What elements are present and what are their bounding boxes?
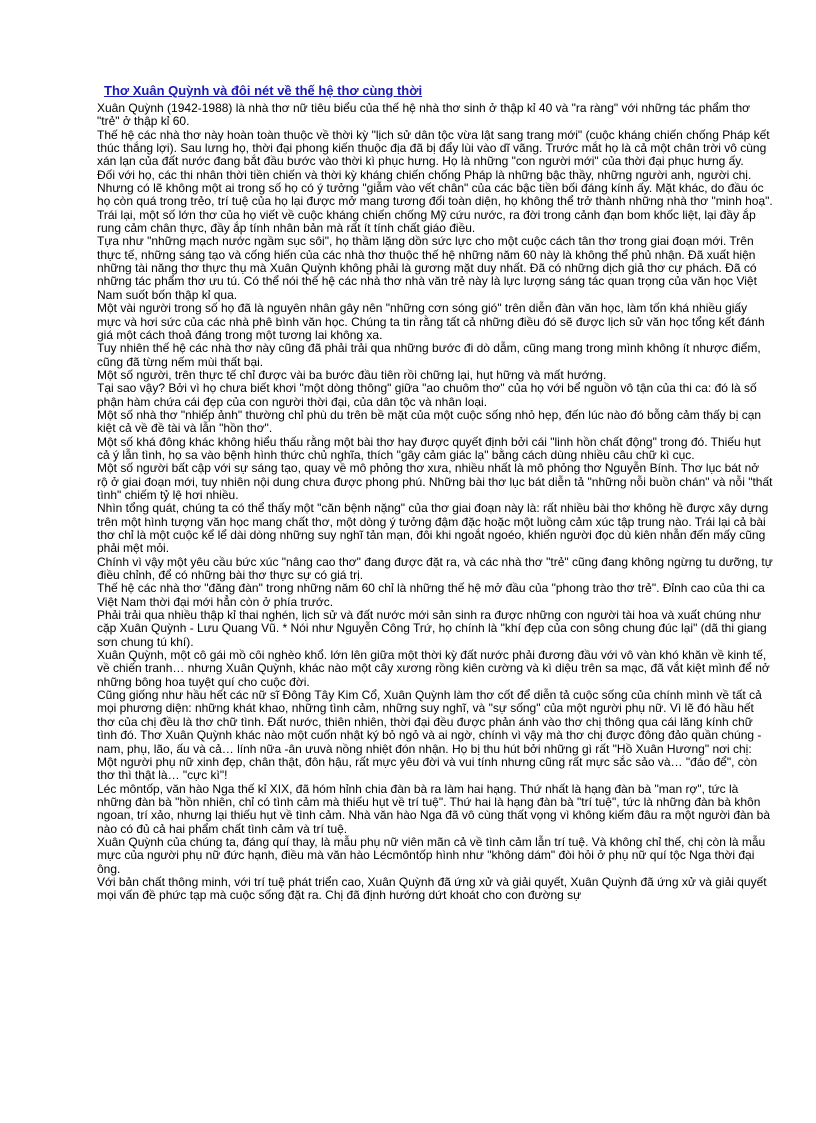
document-body [97, 102, 773, 903]
paragraph-9: Một số nhà thơ "nhiếp ảnh" thường chỉ phù du trên bề mặt của một cuộc sống nhỏ hẹp, đến lúc nào đó bỗng cảm thấy bị cạn kiệt cả về đề tài và lẫn "hồn thơ". [97, 407, 762, 436]
paragraph-20: Với bản chất thông minh, với trí tuệ phát triển cao, Xuân Quỳnh đã ứng xử và giải quyết, Xuân Quỳnh đã ứng xử và giải quyết mọi vấn đề phức tạp mà cuộc sống đặt ra. Chị đã định hướng dứt khoát cho con đường sự [97, 874, 767, 903]
paragraph-16: Xuân Quỳnh, một cô gái mồ côi nghèo khổ. lớn lên giữa một thời kỳ đất nước phải đương đầu với vô vàn khó khăn về kinh tế, về chiến tranh… nhưng Xuân Quỳnh, khác nào một cây xương rồng kiên cường và kì diệu trên sa mạc, đã vắt kiệt mình để nở những bông hoa tuyệt quí cho cuộc đời. [97, 648, 770, 689]
paragraph-12: Nhìn tổng quát, chúng ta có thể thấy một "căn bệnh nặng" của thơ giai đoạn này là: rất nhiều bài thơ không hề được xây dựng trên một hình tượng văn học mang chất thơ, một dòng ý tưởng đậm đặc hoặc một luồng cảm xúc tập trung nào. Trái lại cả bài thơ chỉ là một cuộc kể lể dài dòng những suy nghĩ tản mạn, đôi khi ngoắt ngoéo, khiến người đọc dù kiên nhẫn đến mấy cũng phải mệt mỏi. [97, 501, 769, 556]
paragraph-13: Chính vì vậy một yêu cầu bức xúc "nâng cao thơ" đang được đặt ra, và các nhà thơ "trẻ" cũng đang không ngừng tu dưỡng, tự điều chỉnh, để có những bài thơ thực sự có giá trị. [97, 554, 773, 583]
document-title: Thơ Xuân Quỳnh và đôi nét về thế hệ thơ cùng thời [104, 83, 423, 98]
paragraph-2: Thế hệ các nhà thơ này hoàn toàn thuộc về thời kỳ "lịch sử dân tộc vừa lật sang trang mới" (cuộc kháng chiến chống Pháp kết thúc thắng lợi). Sau lưng họ, thời đại phong kiến thuộc địa đã bị đẩy lùi vào dĩ vãng. Trước mắt họ là cả một chân trời vô cùng xán lạn của đất nước đang bắt đầu bước vào thời kì phục hưng. Họ là những "con người mới" của thời đại phục hưng ấy. [97, 127, 770, 169]
paragraph-4: Tựa như "những mạch nước ngầm sục sôi", họ thầm lặng dồn sức lực cho một cuộc cách tân thơ trong giai đoạn mới. Trên thực tế, những sáng tạo và cống hiến của các nhà thơ thuộc thế hệ những năm 60 này là không thể phủ nhận. Đã xuất hiện những tài năng thơ thực thụ mà Xuân Quỳnh không phải là gương mặt duy nhất. Đã có những dịch giả thơ cự phách. Đã có những tác phẩm thơ ưu tú. Có thể nói thế hệ các nhà thơ nhà văn trẻ này là lực lượng sáng tác quan trọng của văn học Việt Nam suốt bốn thập kỉ qua. [97, 234, 757, 302]
paragraph-7: Một số người, trên thực tế chỉ được vài ba bước đầu tiên rồi chững lại, hụt hững và mất hướng. [97, 367, 607, 382]
paragraph-1: Xuân Quỳnh (1942-1988) là nhà thơ nữ tiêu biểu của thế hệ nhà thơ sinh ở thập kỉ 40 và "ra ràng" với những tác phẩm thơ "trẻ" ở thập kỉ 60. [97, 101, 750, 129]
paragraph-14: Thế hệ các nhà thơ "đăng đàn" trong những năm 60 chỉ là những thế hệ mở đầu của "phong trào thơ trẻ". Đỉnh cao của thi ca Việt Nam thời đại mới hẳn còn ở phía trước. [97, 581, 765, 609]
paragraph-11: Một số người bất cập với sự sáng tạo, quay về mô phỏng thơ xưa, nhiều nhất là mô phỏng thơ Nguyễn Bính. Thơ lục bát nở rộ ở giai đoạn mới, tuy nhiên nội dung chưa được phong phú. Những bài thơ lục bát diễn tả "những nỗi buồn chán" và nỗi "thất tình" chiếm tỷ lệ hơi nhiều. [97, 461, 773, 502]
paragraph-19: Xuân Quỳnh của chúng ta, đáng quí thay, là mẫu phụ nữ viên mãn cả về tình cảm lẫn trí tuệ. Và không chỉ thế, chị còn là mẫu mực của người phụ nữ đức hạnh, điều mà văn hào Lécmôntốp hình như "không dám" đòi hỏi ở phụ nữ quí tộc Nga thời đại ông. [97, 834, 766, 876]
paragraph-5: Một vài người trong số họ đã là nguyên nhân gây nên "những cơn sóng gió" trên diễn đàn văn học, làm tốn khá nhiều giấy mực và hơi sức của các nhà phê bình văn học. Chúng ta tin rằng tất cả những điều đó sẽ được lịch sử văn học tổng kết đánh giá một cách thoả đáng trong một tương lai không xa. [97, 301, 765, 342]
paragraph-10: Một số khá đông khác không hiểu thấu rằng một bài thơ hay được quyết định bởi cái "linh hồn chất động" trong đó. Thiếu hụt cả ý lẫn tình, họ sa vào bệnh hình thức chủ nghĩa, thích "gây cảm giác lạ" bằng cách dùng nhiều câu chữ kì cục. [97, 434, 761, 462]
paragraph-3: Đối với họ, các thi nhân thời tiền chiến và thời kỳ kháng chiến chống Pháp là những bậc thầy, những người anh, người chị. Nhưng có lẽ không một ai trong số họ có ý tưởng "giẫm vào vết chân" của các bậc tiền bối đáng kính ấy. Mặt khác, do đầu óc họ còn quá trong trẻo, trí tuệ của họ lại được mở mang tương đối toàn diện, họ không thể trở thành những nhà thơ "minh hoạ". Trái lại, một số lớn thơ của họ viết về cuộc kháng chiến chống Mỹ cứu nước, ra đời trong cảnh đạn bom khốc liệt, lại đầy ắp rung cảm chân thực, đầy ắp tính nhân bản mà rất ít tính chất giáo điều. [97, 167, 773, 236]
paragraph-17: Cũng giống như hầu hết các nữ sĩ Đông Tây Kim Cổ, Xuân Quỳnh làm thơ cốt để diễn tả cuộc sống của chính mình về tất cả mọi phương diện: những khát khao, những tình cảm, những suy nghĩ, và "sự sống" của một người phụ nữ. Vì lẽ đó hầu hết thơ của chị đều là thơ chữ tình. Đất nước, thiên nhiên, thời đại đều được phản ánh vào thơ chị thông qua cái lăng kính chữ tình đó. Thơ Xuân Quỳnh khác nào một cuốn nhật ký bỏ ngỏ và ai ngờ, chính vì vậy mà thơ chị được đông đảo quần chúng - nam, phụ, lão, ấu và cả… lính nữa -ân ưuvà nồng nhiệt đón nhận. Họ bị thu hút bởi những gì rất "Hồ Xuân Hương" nơi chị: Một người phụ nữ xinh đẹp, chân thật, đôn hậu, rất mực yêu đời và vui tính nhưng cũng rất mực sắc sảo và… "đáo để", còn thơ thì thật là… "cực kì"! [97, 688, 762, 783]
paragraph-6: Tuy nhiên thế hệ các nhà thơ này cũng đã phải trải qua những bước đi dò dẫm, cũng mang trong mình không ít nhược điểm, cũng đã từng nếm mùi thất bại. [97, 341, 761, 369]
paragraph-8: Tại sao vậy? Bởi vì họ chưa biết khơi "một dòng thông" giữa "ao chuôm thơ" của họ với bể nguồn vô tận của thi ca: đó là số phận hàm chứa cái đẹp của con người thời đại, của dân tộc và nhân loại. [97, 381, 757, 409]
paragraph-15: Phải trải qua nhiều thập kỉ thai nghén, lịch sử và đất nước mới sản sinh ra được những con người tài hoa và xuất chúng như cặp Xuân Quỳnh - Lưu Quang Vũ. * Nói như Nguyễn Công Trứ, họ chính là "khí đẹp của con sông chung đúc lại" (dã thi giang sơn chung tú khí). [97, 608, 767, 649]
paragraph-18: Léc môntốp, văn hào Nga thế kỉ XIX, đã hóm hỉnh chia đàn bà ra làm hai hạng. Thứ nhất là hạng đàn bà "man rợ", tức là những đàn bà "hồn nhiên, chỉ có tình cảm mà thiếu hụt về trí tuệ". Thứ hai là hạng đàn bà "trí tuệ", tức là những đàn bà khôn ngoan, trí xảo, nhưng lại thiếu hụt về tình cảm. Nhà văn hào Nga đã vô cùng thất vọng vì không kiếm đâu ra một người đàn bà nào có đủ cả hai phẩm chất tình cảm và trí tuệ. [97, 781, 771, 836]
